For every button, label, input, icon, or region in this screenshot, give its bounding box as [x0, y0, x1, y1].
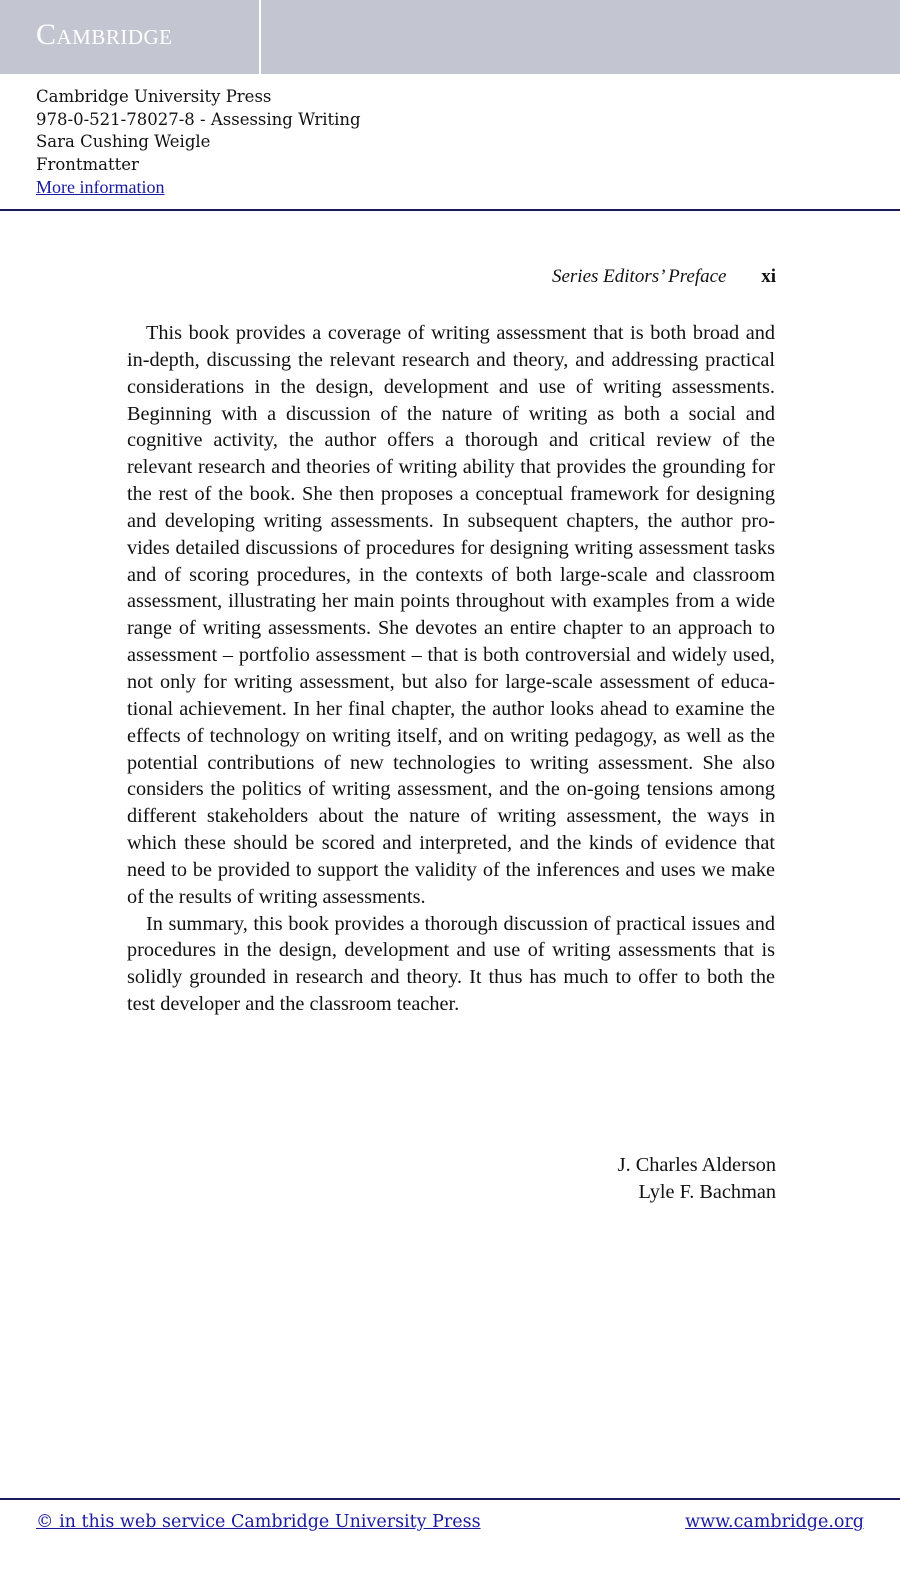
paragraph-1: This book provides a coverage of writing assessment that is both broad and in-depth, discussing the relevant research and theory, and addressing practical considerations in the design, development and use of writing assessments. Beginning with a discussion of the nature of writing as both a social and cognitive activity, the author offers a thorough and critical review of the relevant research and theories of writing ability that provides the grounding for the rest of the book. She then proposes a conceptual framework for designing and developing writing assessments. In subsequent chapters, the author provides detailed discussions of procedures for designing writing assessment tasks and of scoring procedures, in the contexts of both large-scale and classroom assessment, illustrating her main points throughout with examples from a wide range of writing assessments. She devotes an entire chapter to an approach to assessment – portfolio assessment – that is both controversial and widely used, not only for writing assessment, but also for large-scale assessment of educational achievement. In her final chapter, the author looks ahead to examine the effects of technology on writing itself, and on writing pedagogy, as well as the potential contributions of new technologies to writing assessment. She also considers the politics of writing assessment, and the on-going tensions among different stakeholders about the nature of writing assessment, the ways in which these should be scored and interpreted, and the kinds of evidence that need to be provided to support the validity of the inferences and uses we make of the results of writing assessments. [127, 322, 775, 908]
banner-divider [259, 0, 261, 74]
website-link[interactable]: www.cambridge.org [685, 1512, 864, 1532]
preface-body [127, 320, 775, 1018]
publisher-banner [0, 0, 900, 74]
copyright-link[interactable]: © in this web service Cambridge University Press [36, 1512, 481, 1532]
header-rule [0, 209, 900, 211]
isbn-title: 978-0-521-78027-8 - Assessing Writing [36, 109, 361, 129]
cambridge-logo: Cambridge [36, 18, 173, 51]
paragraph-2: In summary, this book provides a thorough discussion of practical issues and procedures in the design, development and use of writing assessments that is solidly grounded in research and theory. It thus has much to offer to both the test developer and the classroom teacher. [127, 912, 775, 1016]
signature-alderson: J. Charles Alderson [617, 1154, 776, 1176]
author-name: Sara Cushing Weigle [36, 132, 211, 151]
signatures [618, 1152, 776, 1206]
publisher-name: Cambridge University Press [36, 87, 272, 106]
footer-rule [0, 1498, 900, 1500]
more-information-link[interactable]: More information [36, 177, 165, 197]
book-metadata [36, 86, 361, 200]
running-head [552, 266, 776, 288]
signature-bachman: Lyle F. Bachman [638, 1181, 776, 1203]
running-head-title: Series Editors’ Preface [551, 266, 727, 287]
section-name: Frontmatter [36, 154, 139, 174]
page-number: xi [761, 266, 776, 287]
